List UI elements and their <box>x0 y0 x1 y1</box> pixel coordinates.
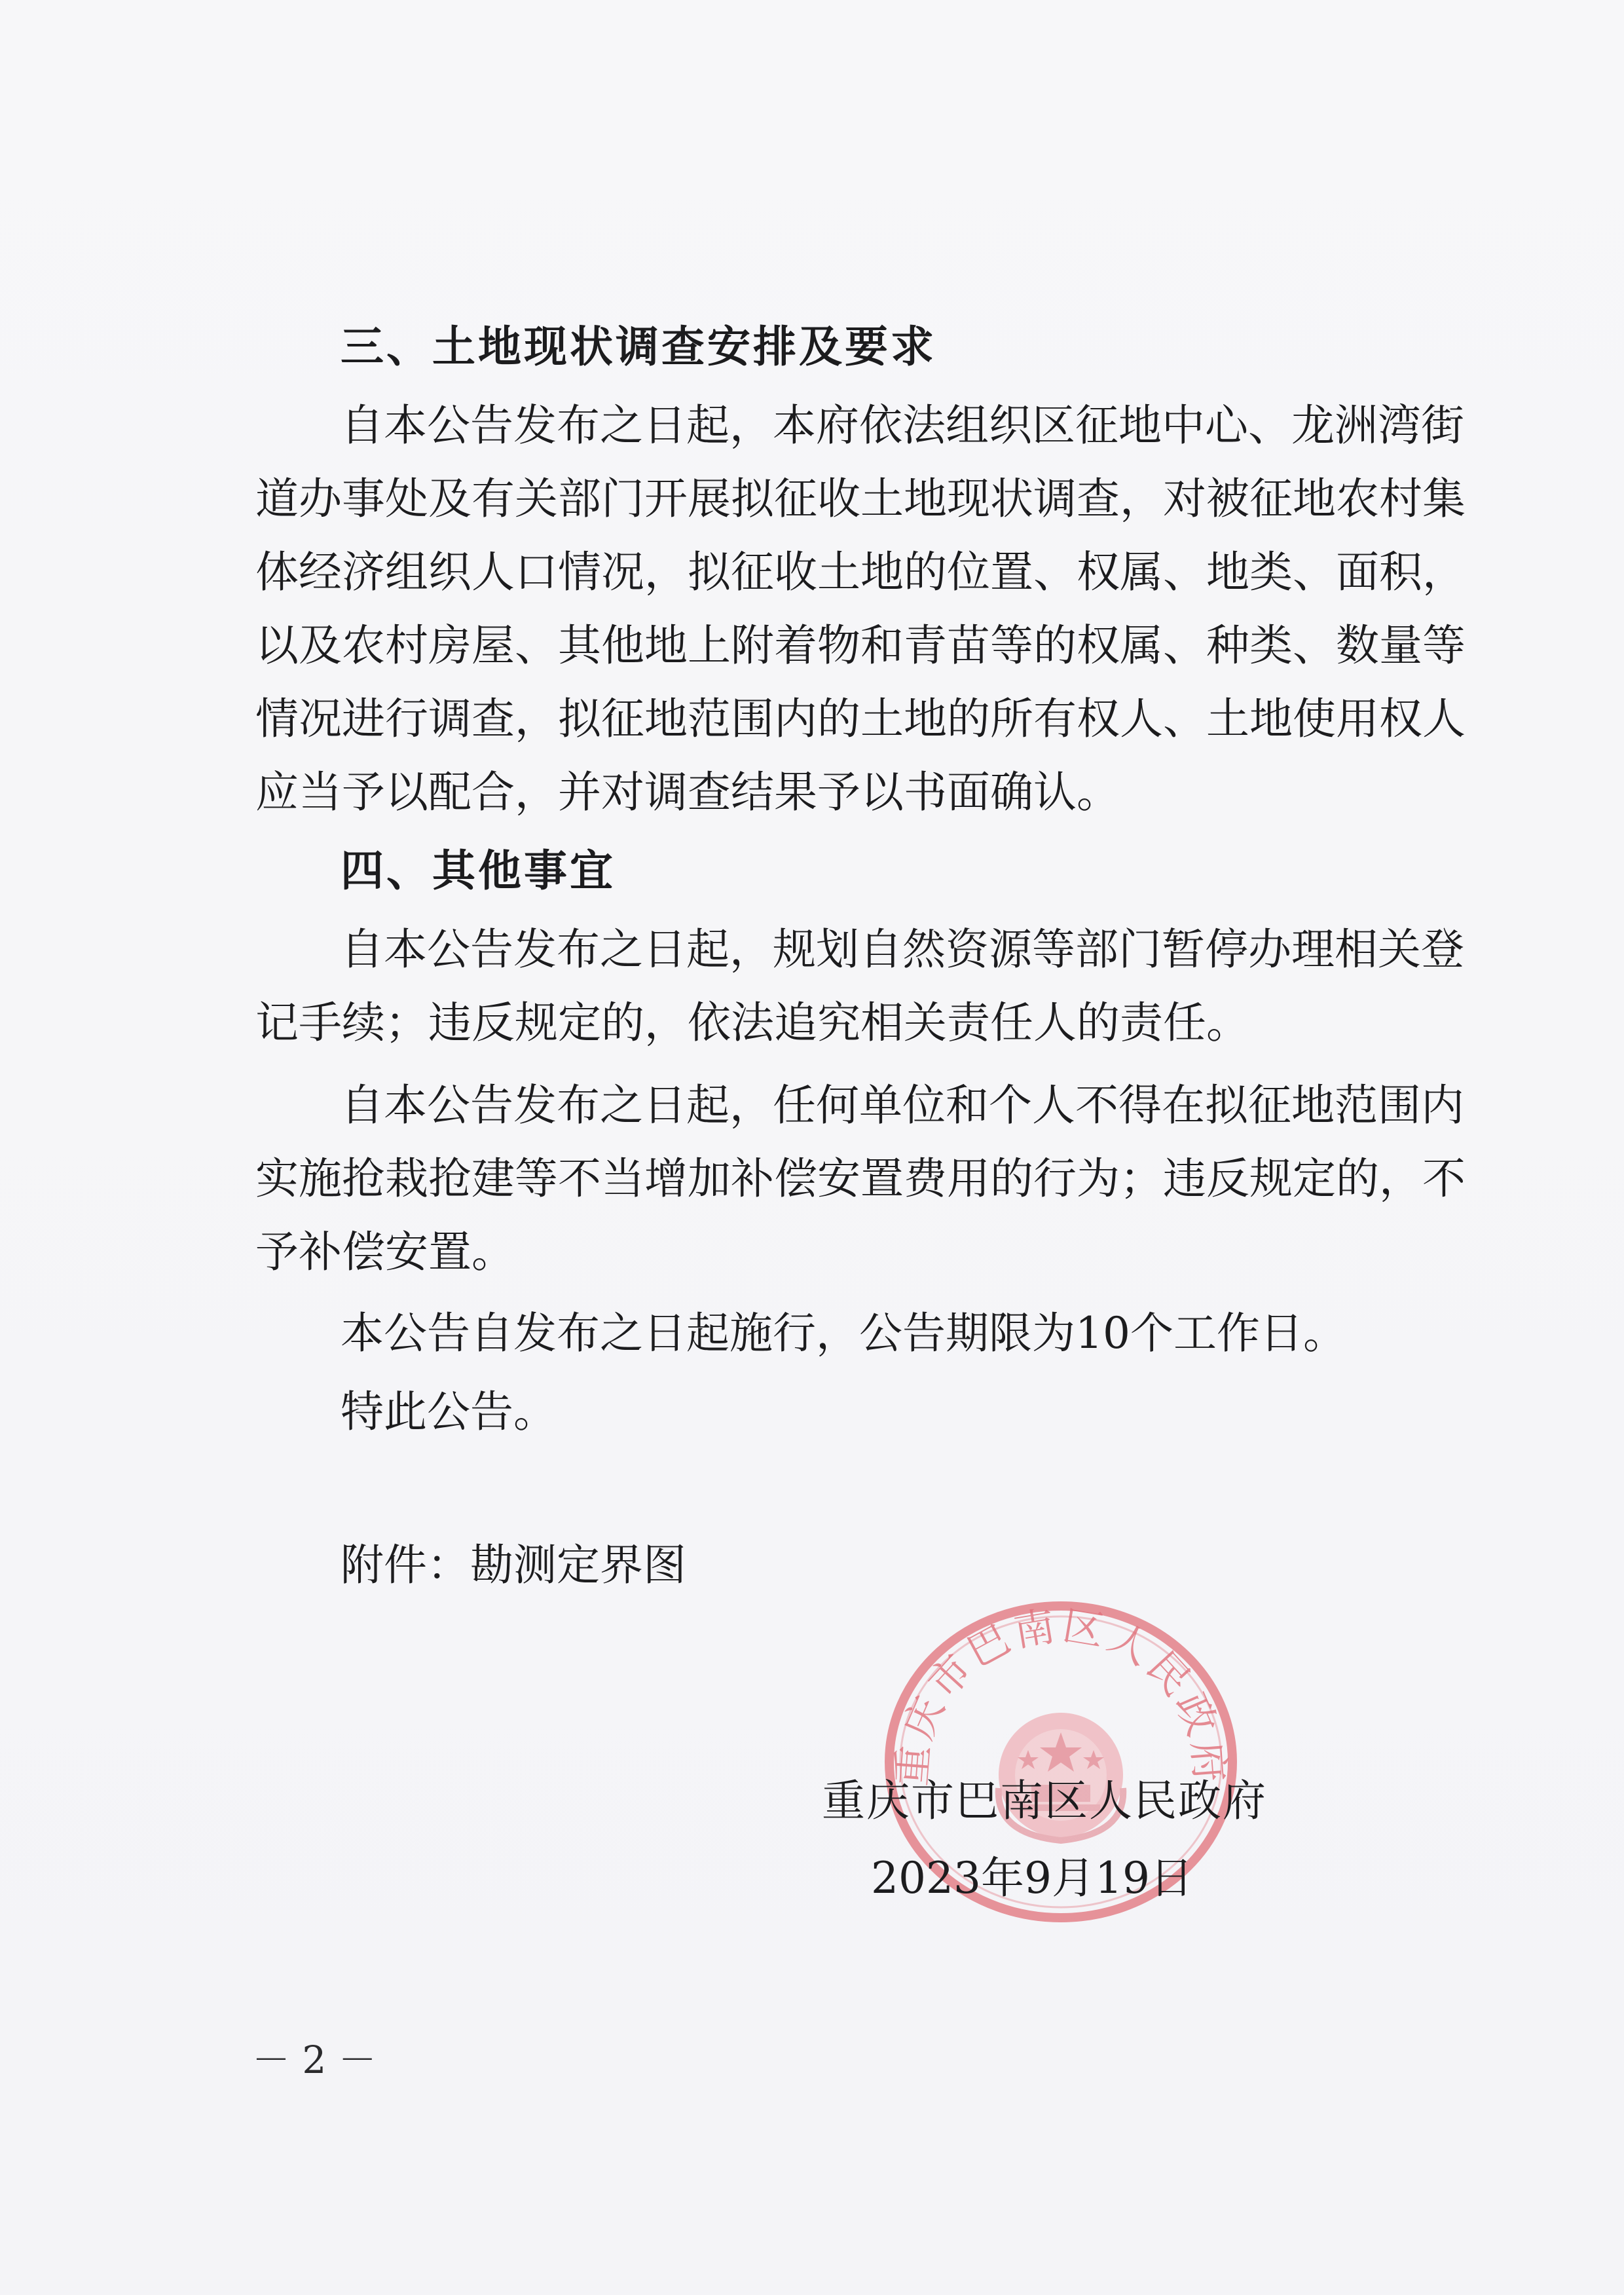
section-4-para-4: 特此公告。 <box>341 1387 557 1437</box>
seal-text: 重庆市巴南区人民政府 <box>887 1601 1234 1788</box>
section-4-para-2-line-3: 予补偿安置。 <box>255 1227 515 1277</box>
section-3-line-6: 应当予以配合，并对调查结果予以书面确认。 <box>255 767 1120 817</box>
section-3-line-1: 自本公告发布之日起，本府依法组织区征地中心、龙洲湾街 <box>341 400 1464 451</box>
signature-date: 2023年9月19日 <box>871 1853 1193 1903</box>
section-4-para-3: 本公告自发布之日起施行，公告期限为10个工作日。 <box>341 1308 1346 1358</box>
attachment-line: 附件：勘测定界图 <box>341 1540 686 1590</box>
page-number: － 2 － <box>252 2038 377 2082</box>
section-3-heading: 三、土地现状调查安排及要求 <box>341 322 936 372</box>
section-4-para-1-line-1: 自本公告发布之日起，规划自然资源等部门暂停办理相关登 <box>341 924 1464 975</box>
section-3-line-5: 情况进行调查，拟征地范围内的土地的所有权人、土地使用权人 <box>255 694 1466 744</box>
section-4-para-2-line-2: 实施抢栽抢建等不当增加补偿安置费用的行为；违反规定的，不 <box>255 1153 1466 1204</box>
section-4-para-2-line-1: 自本公告发布之日起，任何单位和个人不得在拟征地范围内 <box>341 1080 1464 1130</box>
section-3-line-4: 以及农村房屋、其他地上附着物和青苗等的权属、种类、数量等 <box>255 620 1466 671</box>
section-4-para-1-line-2: 记手续；违反规定的，依法追究相关责任人的责任。 <box>255 998 1249 1048</box>
section-4-heading: 四、其他事宜 <box>341 846 616 896</box>
section-3-line-3: 体经济组织人口情况，拟征收土地的位置、权属、地类、面积， <box>255 547 1466 597</box>
section-3-line-2: 道办事处及有关部门开展拟征收土地现状调查，对被征地农村集 <box>255 474 1466 524</box>
signature-organization: 重庆市巴南区人民政府 <box>822 1776 1267 1826</box>
